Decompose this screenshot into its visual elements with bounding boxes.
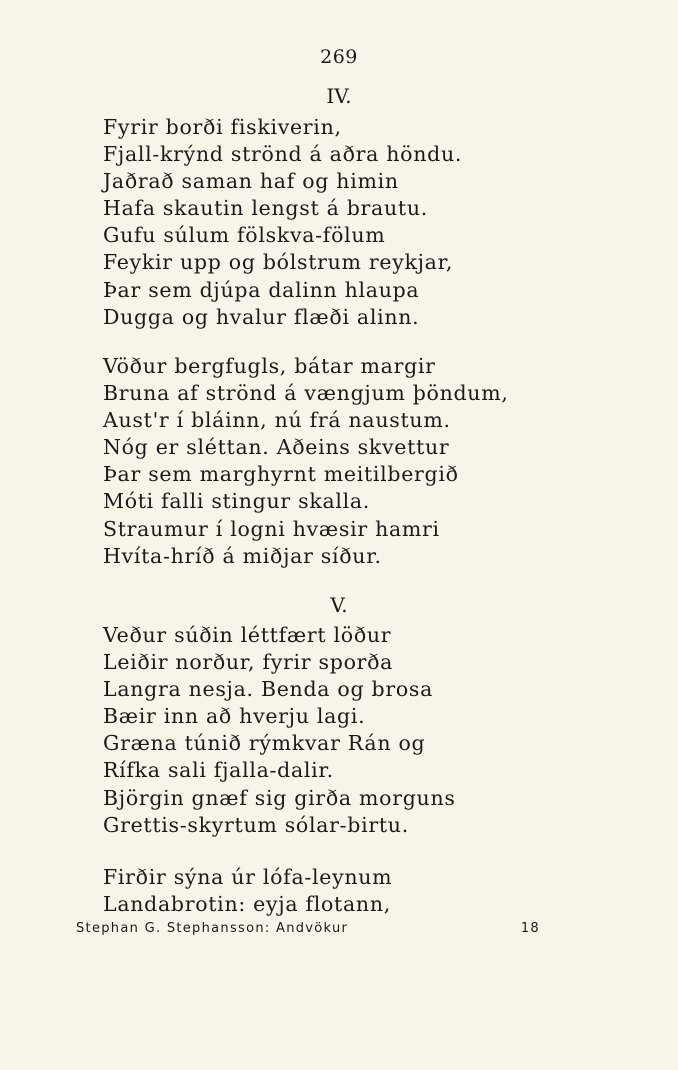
poem-line: Nóg er sléttan. Aðeins skvettur (103, 435, 450, 460)
poem-line: Bruna af strönd á vængjum þöndum, (103, 381, 509, 406)
section-heading-iv: IV. (326, 84, 352, 108)
poem-line: Landabrotin: eyja flotann, (103, 892, 391, 917)
poem-line: Vöður bergfugls, bátar margir (103, 354, 436, 378)
poem-line: Þar sem marghyrnt meitilbergið (103, 462, 459, 487)
poem-line: Aust'r í bláinn, nú frá naustum. (103, 408, 451, 433)
poem-line: Grettis-skyrtum sólar-birtu. (103, 812, 409, 837)
poem-line: Björgin gnæf sig girða morguns (103, 785, 456, 810)
poem-line: Leiðir norður, fyrir sporða (103, 650, 394, 675)
stanza-1 (103, 114, 462, 331)
page-number: 269 (320, 46, 358, 68)
poem-line: Langra nesja. Benda og brosa (103, 677, 434, 702)
poem-line: Veður súðin léttfært löður (103, 623, 392, 647)
poem-line: Rífka sali fjalla-dalir. (103, 758, 334, 783)
poem-line: Hvíta-hríð á miðjar síður. (103, 543, 382, 568)
poem-line: Móti falli stingur skalla. (103, 489, 371, 514)
poem-line: Hafa skautin lengst á brautu. (103, 196, 428, 221)
footer-signature-mark: 18 (520, 921, 540, 936)
footer-author-title: Stephan G. Stephansson: Andvökur (76, 921, 349, 936)
poem-line: Dugga og hvalur flæði alinn. (103, 304, 420, 329)
poem-line: Bæir inn að hverju lagi. (103, 704, 366, 729)
poem-line: Straumur í logni hvæsir hamri (103, 516, 440, 541)
stanza-4 (103, 864, 392, 918)
stanza-3 (103, 622, 456, 839)
poem-line: Þar sem djúpa dalinn hlaupa (103, 277, 420, 302)
poem-line: Gufu súlum fölskva-fölum (103, 223, 386, 248)
poem-line: Fyrir borði fiskiverin, (103, 115, 342, 139)
poem-line: Feykir upp og bólstrum reykjar, (103, 250, 454, 275)
poem-line: Firðir sýna úr lófa-leynum (103, 865, 393, 889)
section-heading-v: V. (330, 593, 348, 617)
stanza-2 (103, 353, 509, 570)
poem-line: Fjall-krýnd strönd á aðra höndu. (103, 142, 463, 167)
poem-line: Græna túnið rýmkvar Rán og (103, 731, 426, 756)
poem-line: Jaðrað saman haf og himin (103, 169, 399, 194)
